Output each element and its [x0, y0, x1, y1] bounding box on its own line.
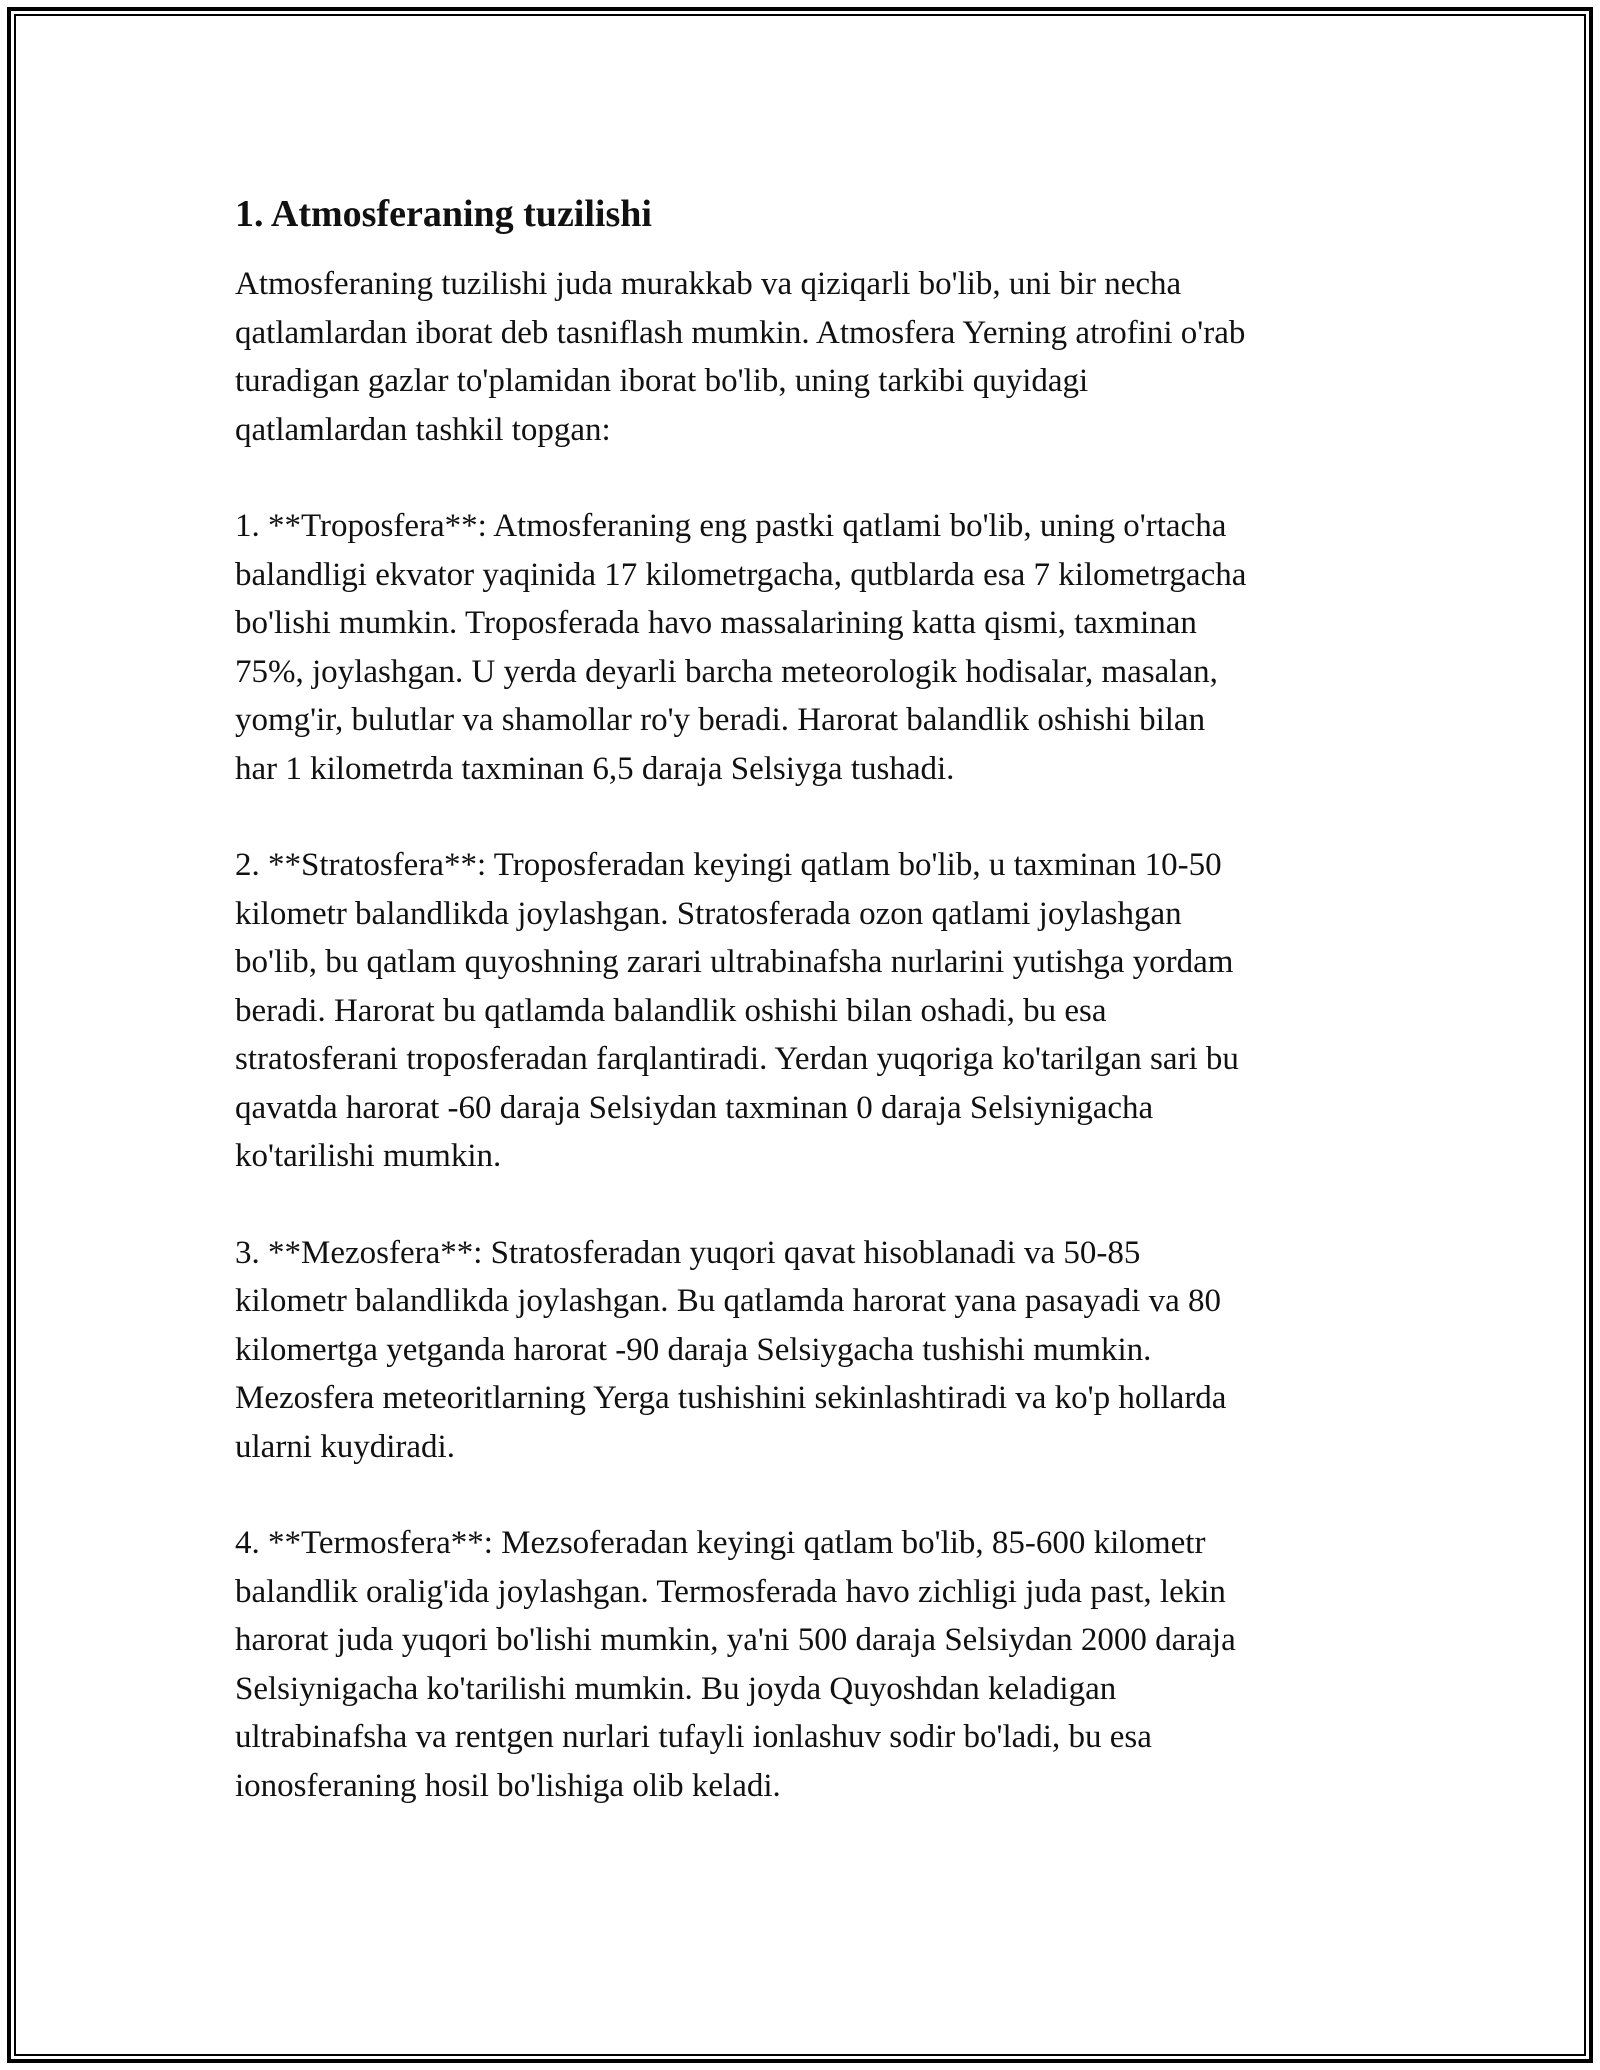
thermosphere-paragraph: 4. **Termosfera**: Mezsoferadan keyingi qatlam bo'lib, 85-600 kilometr balandlik oralig'ida joylashgan. Termosferada havo zichligi juda past, lekin harorat juda yuqori bo'lishi mumkin, ya'ni 500 daraja Selsiydan 2000 daraja Selsiynigacha ko'tarilishi mumkin. Bu joyda Quyoshdan keladigan ultrabinafsha va rentgen nurlari tufayli ionlashuv sodir bo'ladi, bu esa ionosferaning hosil bo'lishiga olib keladi. [235, 1525, 1236, 1804]
mesosphere-paragraph: 3. **Mezosfera**: Stratosferadan yuqori qavat hisoblanadi va 50-85 kilometr balandlikda joylashgan. Bu qatlamda harorat yana pasayadi va 80 kilomertga yetganda harorat -90 daraja Selsiygacha tushishi mumkin. Mezosfera meteoritlarning Yerga tushishini sekinlashtiradi va ko'p hollarda ularni kuydiradi. [235, 1234, 1227, 1465]
intro-paragraph: Atmosferaning tuzilishi juda murakkab va qiziqarli bo'lib, uni bir necha qatlamlardan iborat deb tasniflash mumkin. Atmosfera Yerning atrofini o'rab turadigan gazlar to'plamidan iborat bo'lib, uning tarkibi quyidagi qatlamlardan tashkil topgan: [235, 266, 1246, 448]
document-body [235, 190, 1370, 1810]
troposphere-paragraph: 1. **Troposfera**: Atmosferaning eng pastki qatlami bo'lib, uning o'rtacha balandligi ekvator yaqinida 17 kilometrgacha, qutblarda esa 7 kilometrgacha bo'lishi mumkin. Troposferada havo massalarining katta qismi, taxminan 75%, joylashgan. U yerda deyarli barcha meteorologik hodisalar, masalan, yomg'ir, bulutlar va shamollar ro'y beradi. Harorat balandlik oshishi bilan har 1 kilometrda taxminan 6,5 daraja Selsiyga tushadi. [235, 508, 1247, 787]
stratosphere-paragraph: 2. **Stratosfera**: Troposferadan keyingi qatlam bo'lib, u taxminan 10-50 kilometr balandlikda joylashgan. Stratosferada ozon qatlami joylashgan bo'lib, bu qatlam quyoshning zarari ultrabinafsha nurlarini yutishga yordam beradi. Harorat bu qatlamda balandlik oshishi bilan oshadi, bu esa stratosferani troposferadan farqlantiradi. Yerdan yuqoriga ko'tarilgan sari bu qavatda harorat -60 daraja Selsiydan taxminan 0 daraja Selsiynigacha ko'tarilishi mumkin. [235, 847, 1239, 1174]
section-heading: 1. Atmosferaning tuzilishi [235, 193, 652, 235]
